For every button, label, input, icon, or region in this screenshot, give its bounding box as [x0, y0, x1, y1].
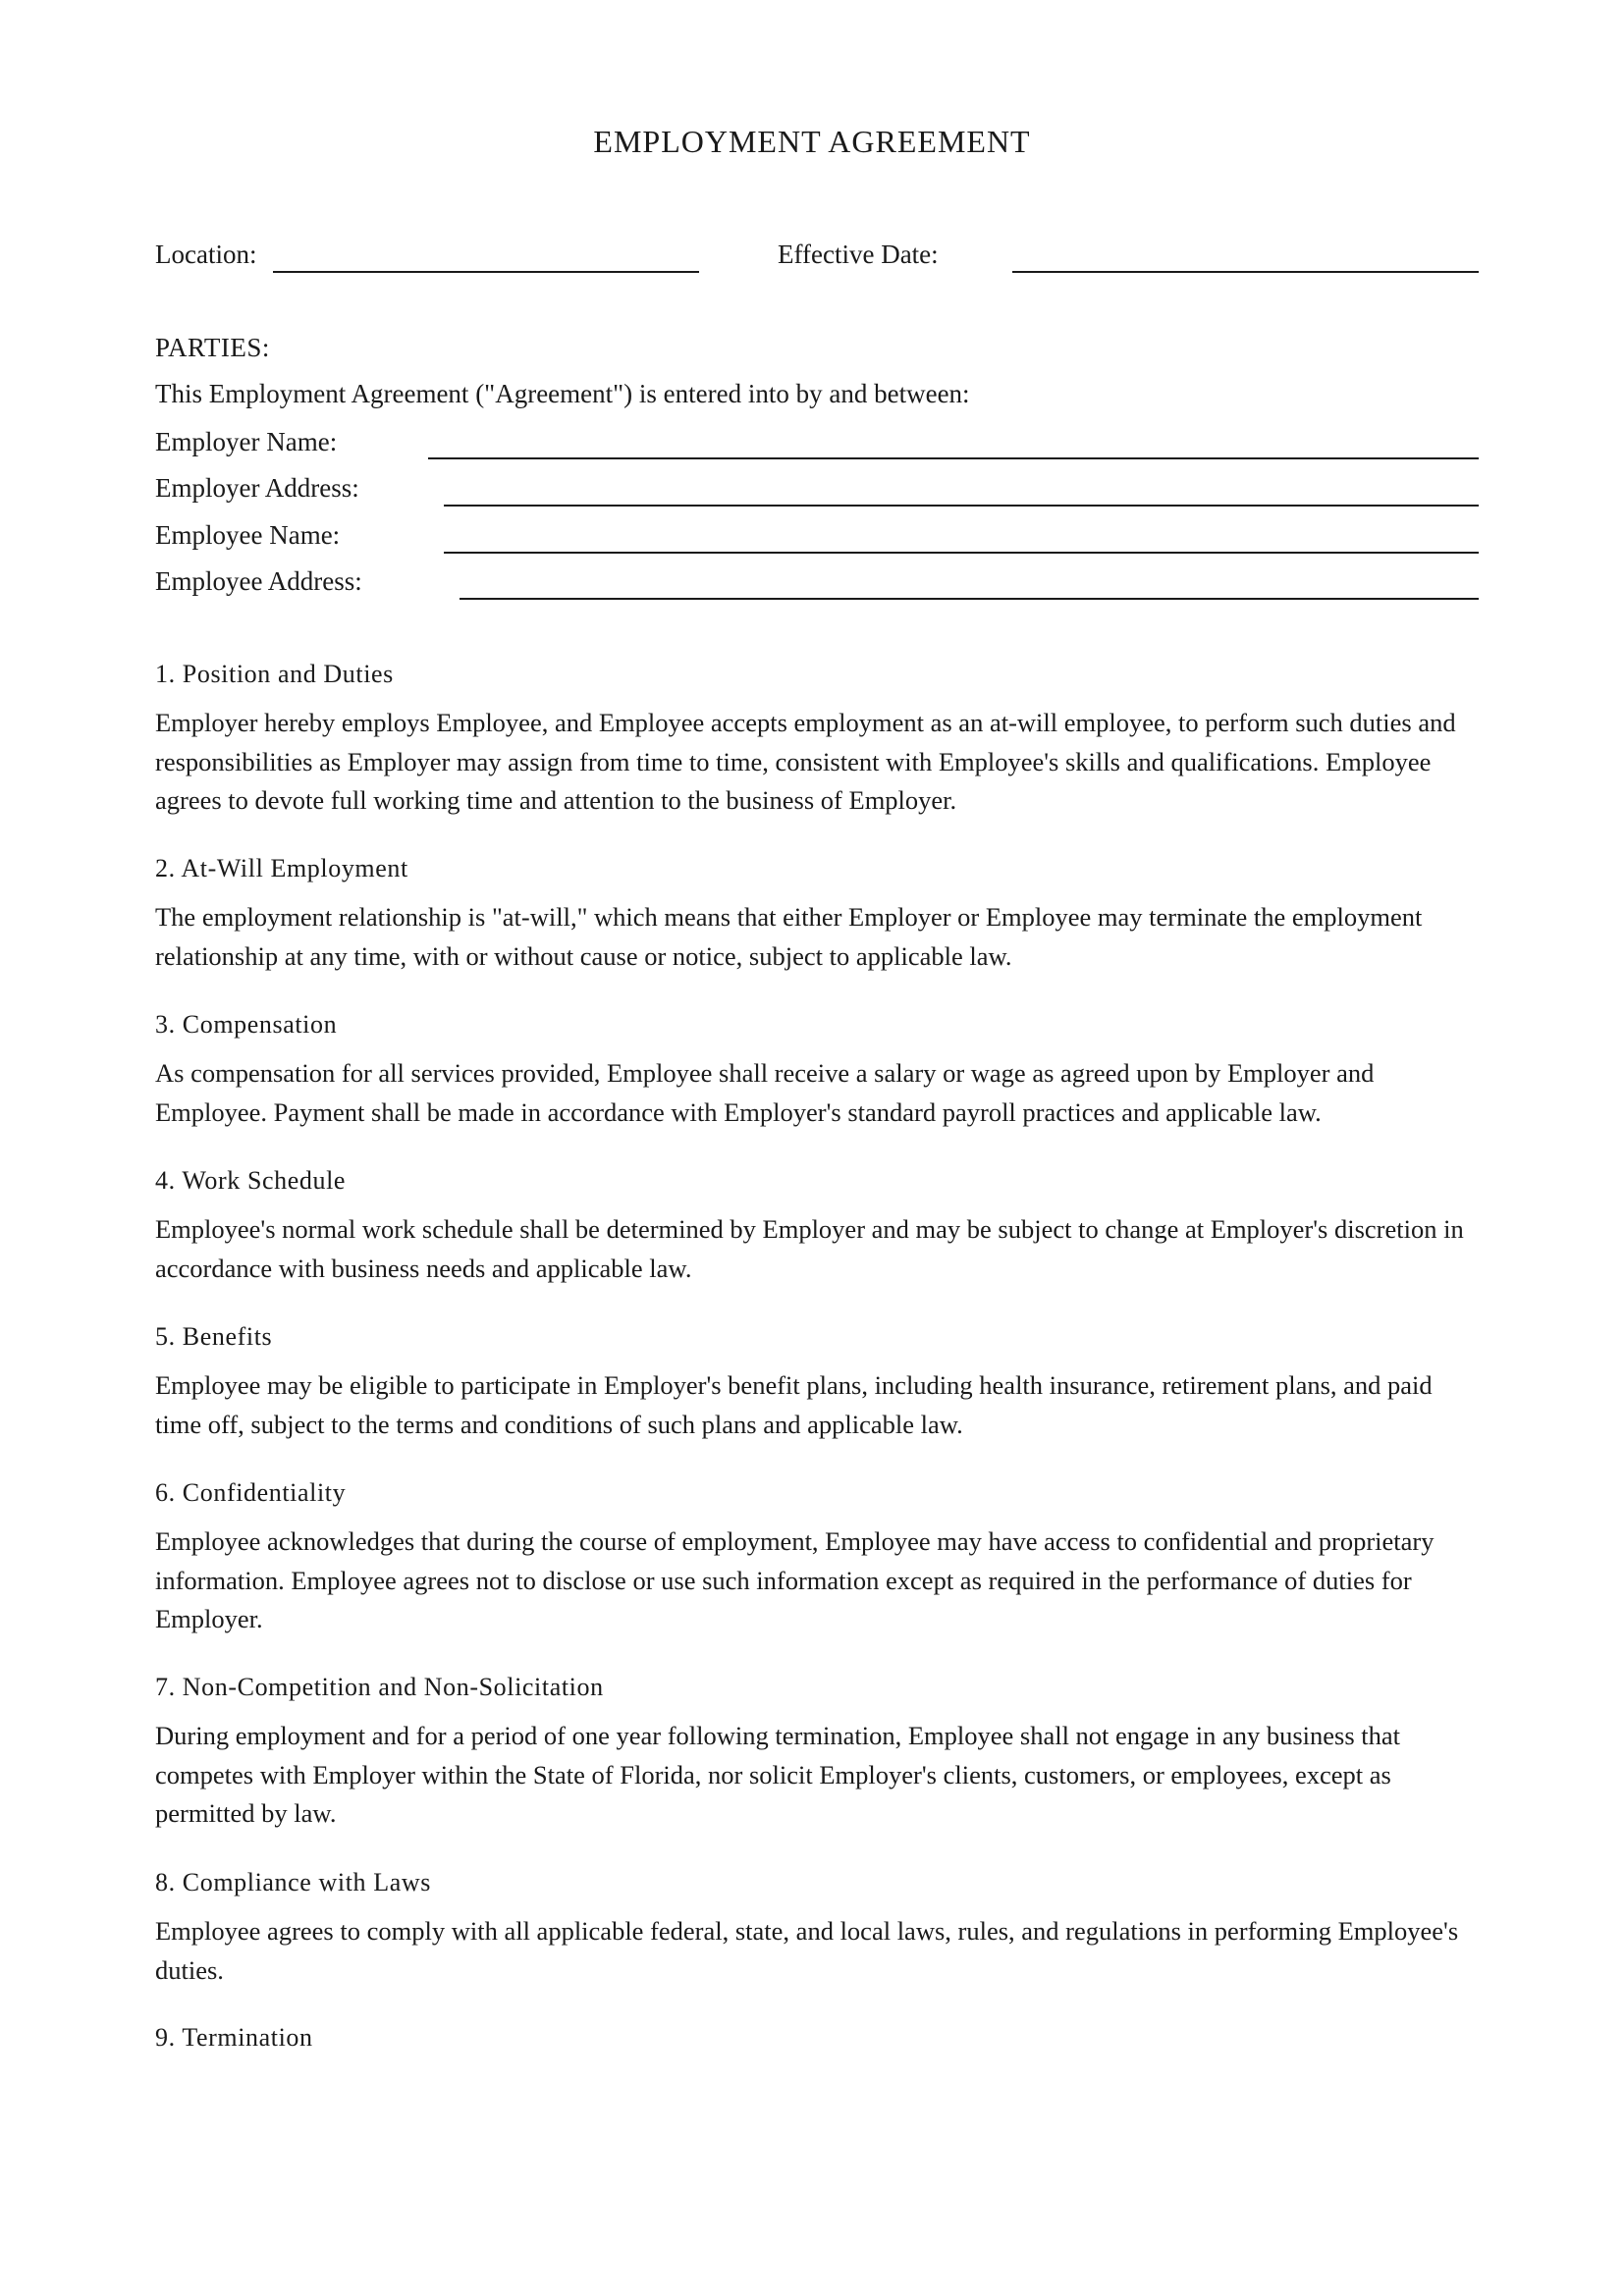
section-non-competition: [155, 1672, 1481, 1834]
section-heading: 2. At-Will Employment: [155, 854, 408, 882]
parties-intro: This Employment Agreement ("Agreement") is entered into by and between:: [155, 379, 970, 408]
section-heading: 7. Non-Competition and Non-Solicitation: [155, 1673, 604, 1701]
section-heading: 6. Confidentiality: [155, 1478, 347, 1507]
section-heading: 9. Termination: [155, 2023, 313, 2052]
location-label: Location:: [155, 240, 257, 269]
location-blank[interactable]: [273, 271, 699, 273]
employee-address-blank[interactable]: [460, 598, 1479, 600]
employer-address-label: Employer Address:: [155, 473, 359, 503]
employer-name-label: Employer Name:: [155, 427, 338, 456]
section-compliance: [155, 1867, 1481, 1990]
section-work-schedule: [155, 1165, 1481, 1288]
section-body: Employer hereby employs Employee, and Employee accepts employment as an at-will employee, to perform such duties and responsibilities as Employer may assign from time to time, consistent with Employee's skills and qualifications. Employee agrees to devote full working time and attention to the business of Employer.: [155, 708, 1456, 815]
section-at-will: [155, 853, 1481, 976]
section-body: The employment relationship is "at-will," which means that either Employer or Employee may terminate the employment relationship at any time, with or without cause or notice, subject to applicable law.: [155, 902, 1423, 971]
section-body: Employee agrees to comply with all applicable federal, state, and local laws, rules, and regulations in performing Employee's duties.: [155, 1916, 1459, 1985]
section-body: Employee acknowledges that during the course of employment, Employee may have access to confidential and proprietary information. Employee agrees not to disclose or use such information except as required in the performance of duties for Employer.: [155, 1526, 1435, 1633]
section-confidentiality: [155, 1477, 1481, 1639]
section-heading: 4. Work Schedule: [155, 1166, 347, 1195]
employee-name-blank[interactable]: [444, 552, 1479, 554]
employer-name-blank[interactable]: [428, 457, 1479, 459]
employer-address-blank[interactable]: [444, 505, 1479, 507]
section-heading: 1. Position and Duties: [155, 660, 394, 688]
employee-name-label: Employee Name:: [155, 520, 341, 550]
section-heading: 8. Compliance with Laws: [155, 1868, 431, 1896]
effective-date-label: Effective Date:: [778, 240, 939, 269]
document-title: EMPLOYMENT AGREEMENT: [593, 124, 1031, 159]
employee-address-label: Employee Address:: [155, 566, 362, 596]
section-heading: 5. Benefits: [155, 1322, 273, 1351]
effective-date-blank[interactable]: [1012, 271, 1479, 273]
section-body: As compensation for all services provided, Employee shall receive a salary or wage as agreed upon by Employer and Employee. Payment shall be made in accordance with Employer's standard payroll practices and applicable law.: [155, 1058, 1375, 1127]
section-body: Employee's normal work schedule shall be determined by Employer and may be subject to change at Employer's discretion in accordance with business needs and applicable law.: [155, 1214, 1464, 1283]
section-position-duties: [155, 659, 1481, 821]
section-compensation: [155, 1009, 1481, 1132]
section-termination: [155, 2022, 1481, 2067]
section-heading: 3. Compensation: [155, 1010, 338, 1039]
section-benefits: [155, 1321, 1481, 1444]
parties-heading: PARTIES:: [155, 333, 270, 362]
section-body: During employment and for a period of one year following termination, Employee shall not engage in any business that competes with Employer within the State of Florida, nor solicit Employer's clients, customers, or employees, except as permitted by law.: [155, 1721, 1401, 1828]
section-body: Employee may be eligible to participate in Employer's benefit plans, including health insurance, retirement plans, and paid time off, subject to the terms and conditions of such plans and applicable law.: [155, 1370, 1433, 1439]
